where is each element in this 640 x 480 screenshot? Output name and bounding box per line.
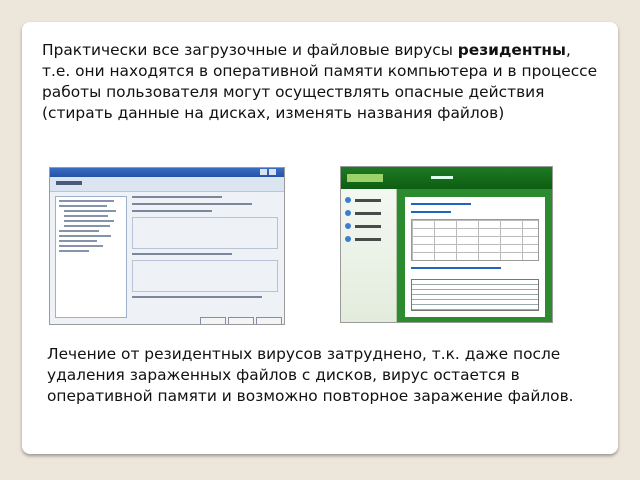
minimize-icon: [260, 169, 267, 175]
settings-panel: [132, 196, 278, 308]
top-paragraph: [42, 40, 602, 124]
app-main: [397, 189, 552, 322]
window-titlebar: [50, 168, 284, 177]
dialog-buttons: [198, 312, 282, 324]
report-box: [411, 279, 539, 311]
app-sidebar: [341, 189, 397, 322]
antivirus-scan-screenshot: [341, 167, 552, 322]
close-icon: [269, 169, 276, 175]
scan-results-panel: [405, 197, 545, 317]
bottom-paragraph: Лечение от резидентных вирусов затруднено, т.к. даже после удаления зараженных файлов с дисков, вирус остается в оперативной памяти и возможно повторное заражение файлов.: [47, 345, 574, 405]
results-table: [411, 219, 539, 261]
top-paragraph-start: Практически все загрузочные и файловые вирусы: [42, 41, 458, 59]
settings-tree: [55, 196, 127, 318]
top-paragraph-end: , т.е. они находятся в оперативной памяти компьютера и в процессе работы пользователя могут осуществлять опасные действия (стирать данные на дисках, изменять названия файлов): [42, 41, 598, 122]
top-paragraph-bold-term: резидентны: [457, 41, 566, 59]
slide-card: [22, 22, 618, 454]
window-header: [50, 177, 284, 192]
app-header: [341, 167, 552, 189]
antivirus-settings-screenshot: [50, 168, 284, 324]
